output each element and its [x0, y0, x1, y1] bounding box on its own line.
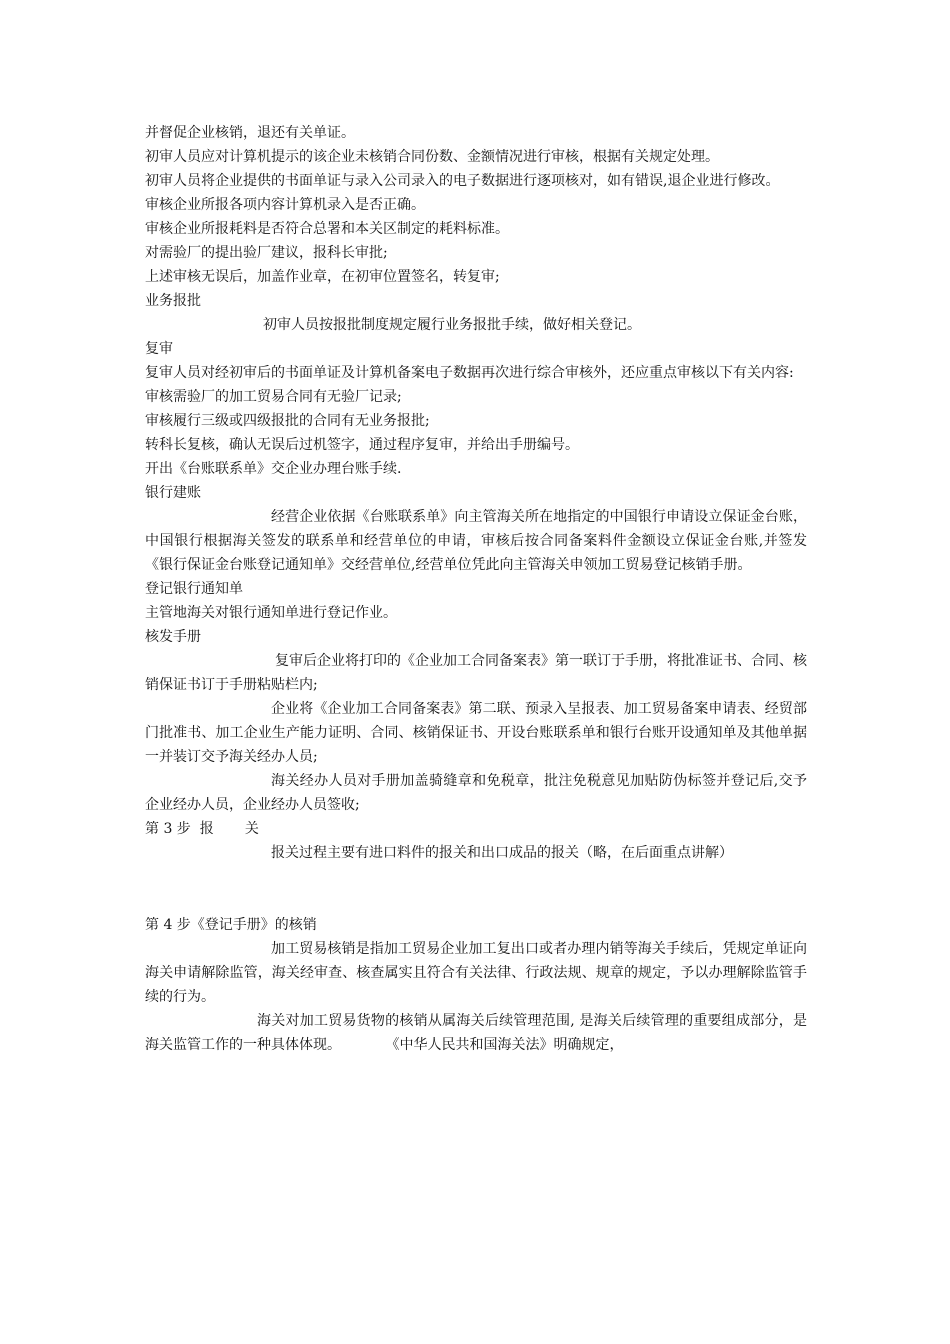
paragraph: 审核需验厂的加工贸易合同有无验厂记录;: [145, 389, 402, 405]
spacer: [145, 865, 807, 913]
paragraph: 开出《台账联系单》交企业办理台账手续.: [145, 461, 402, 477]
section-heading: 业务报批: [145, 293, 201, 309]
paragraph: 初审人员应对计算机提示的该企业未核销合同份数、金额情况进行审核，根据有关规定处理。: [145, 149, 719, 165]
section-heading: 核发手册: [145, 629, 201, 645]
section-heading: 复审: [145, 341, 173, 357]
paragraph: 复审人员对经初审后的书面单证及计算机备案电子数据再次进行综合审核外，还应重点审核以下有关内容:: [145, 365, 794, 381]
paragraph: 报关过程主要有进口料件的报关和出口成品的报关（略，在后面重点讲解）: [271, 845, 733, 861]
paragraph: 企业将《企业加工合同备案表》第二联、预录入呈报表、加工贸易备案申请表、经贸部门批准书、加工企业生产能力证明、合同、核销保证书、开设台账联系单和银行台账开设通知单及其他单据一并装订交予海关经办人员;: [145, 701, 807, 765]
section-heading: 银行建账: [145, 485, 201, 501]
paragraph: 初审人员按报批制度规定履行业务报批手续，做好相关登记。: [263, 317, 641, 333]
paragraph: 转科长复核，确认无误后过机签字，通过程序复审，并给出手册编号。: [145, 437, 579, 453]
paragraph: 主管地海关对银行通知单进行登记作业。: [145, 605, 397, 621]
paragraph: 对需验厂的提出验厂建议，报科长审批;: [145, 245, 388, 261]
paragraph: 上述审核无误后，加盖作业章，在初审位置签名，转复审;: [145, 269, 500, 285]
paragraph: 审核企业所报耗料是否符合总署和本关区制定的耗料标准。: [145, 221, 509, 237]
paragraph: 初审人员将企业提供的书面单证与录入公司录入的电子数据进行逐项核对，如有错误,退企业进行修改。: [145, 173, 780, 189]
paragraph: 经营企业依据《台账联系单》向主管海关所在地指定的中国银行申请设立保证金台账，中国银行根据海关签发的联系单和经营单位的申请，审核后按合同备案料件金额设立保证金台账,并签发《银行保证金台账登记通知单》交经营单位,经营单位凭此向主管海关申领加工贸易登记核销手册。: [145, 509, 807, 573]
section-heading: 登记银行通知单: [145, 581, 243, 597]
paragraph: 海关对加工贸易货物的核销从属海关后续管理范围, 是海关后续管理的重要组成部分，是海关监管工作的一种具体体现。 《中华人民共和国海关法》明确规定，: [145, 1013, 807, 1053]
paragraph: 加工贸易核销是指加工贸易企业加工复出口或者办理内销等海关手续后，凭规定单证向海关申请解除监管，海关经审查、核查属实且符合有关法律、行政法规、规章的规定，予以办理解除监管手续的行为。: [145, 941, 807, 1005]
paragraph: 海关经办人员对手册加盖骑缝章和免税章，批注免税意见加贴防伪标签并登记后,交予企业经办人员，企业经办人员签收;: [145, 773, 807, 813]
step-heading: 第 3 步 报 关: [145, 821, 259, 837]
paragraph: 审核履行三级或四级报批的合同有无业务报批;: [145, 413, 430, 429]
step-heading: 第 4 步《登记手册》的核销: [145, 917, 317, 933]
document-body: [145, 121, 807, 1057]
paragraph: 审核企业所报各项内容计算机录入是否正确。: [145, 197, 425, 213]
paragraph: 复审后企业将打印的《企业加工合同备案表》第一联订于手册，将批准证书、合同、核销保证书订于手册粘贴栏内;: [145, 653, 807, 693]
paragraph: 并督促企业核销，退还有关单证。: [145, 125, 355, 141]
